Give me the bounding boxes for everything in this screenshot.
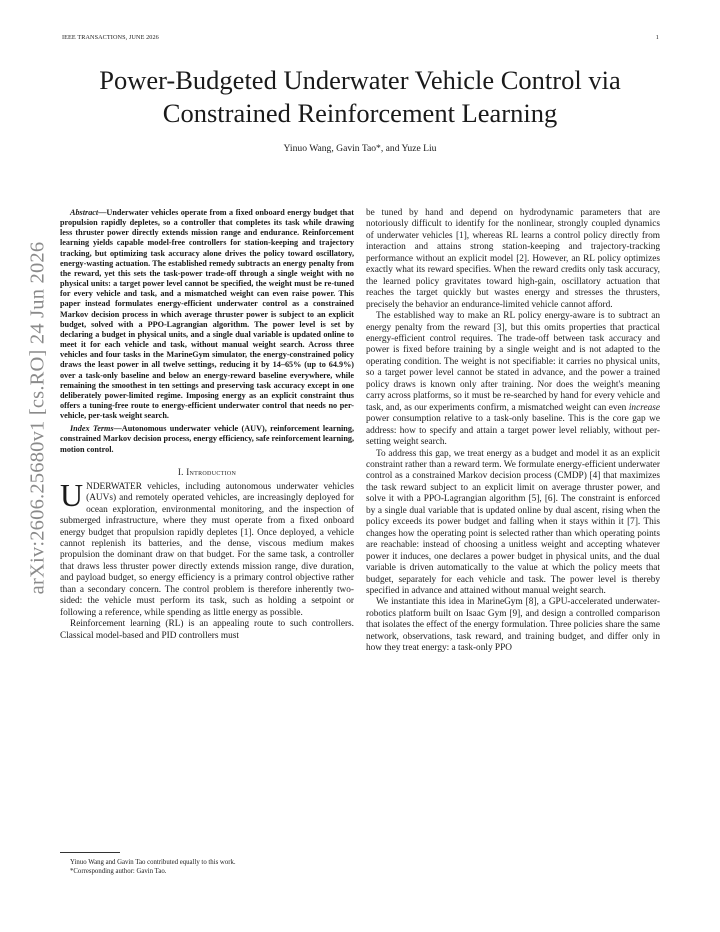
index-terms-label: Index Terms	[70, 424, 114, 434]
p3-emphasis: increase	[628, 402, 660, 413]
abstract-text: —Underwater vehicles operate from a fixed onboard energy budget that propulsion rapidly depletes, so a controller that completes its task while drawing less thruster power directly extends mission range and endurance. Reinforcement learning yields capable model-free controllers for station-keeping and trajectory tracking, but optimizing task accuracy alone drives the policy toward oscillatory, energy-wasting actuation. The established remedy subtracts an energy penalty from the reward, yet this sets the task-power trade-off through a single weight with no physical units: a target power level cannot be specified, the weight must be re-tuned for every vehicle and task, and a mismatched weight can even raise power. This paper instead formulates energy-efficient underwater control as a constrained Markov decision process in which average thruster power is subject to an explicit budget, solved with a PPO-Lagrangian algorithm. The power level is set by declaring a budget in physical units, and a single dual variable is updated online to meet it for each vehicle and task, without manual weight search. Across three vehicles and four tasks in the MarineGym simulator, the energy-constrained policy draws the least power in all twelve settings, reducing it by 14–65% (up to 64.9%) over a task-only baseline and below an energy-reward baseline everywhere, while remaining the smoothest in ten settings and preserving task accuracy except in one deliberately power-limited regime. Imposing energy as an explicit constraint thus offers a tuning-free route to energy-efficient underwater control that needs no per-vehicle, per-task weight search.	[60, 208, 354, 421]
intro-paragraph-1-text: NDERWATER vehicles, including autonomous underwater vehicles (AUVs) and remotely operated vehicles, are increasingly deployed for ocean exploration, environmental monitoring, and the inspection of submerged infrastructure, where they must operate from a fixed onboard energy budget that propulsion rapidly depletes [1]. Once deployed, a vehicle cannot replenish its batteries, and the dense, viscous medium makes propulsion the dominant draw on that budget. For the same task, a controller that draws less thruster power directly extends mission range, dive duration, and payload budget, so energy efficiency is a primary control objective rather than a secondary concern. The control problem is therefore inherently two-sided: the vehicle must perform its task, such as holding a setpoint or following a reference, while spending as little energy as possible.	[60, 481, 354, 618]
intro-paragraph-2-cont: be tuned by hand and depend on hydrodynamic parameters that are notoriously difficult to identify for the nonlinear, strongly coupled dynamics of underwater vehicles [1], whereas RL learns a control policy directly from interaction and attains strong station-keeping and trajectory-tracking performance without an explicit model [2]. However, an RL policy optimizes exactly what its reward specifies. When the reward credits only task accuracy, the learned policy gravitates toward high-gain, oscillatory actuation that reaches the target quickly but wastes energy and stresses the thrusters, precisely the behavior an endurance-limited vehicle cannot afford.	[366, 208, 660, 310]
footnotes	[60, 858, 354, 876]
paper-title	[60, 64, 660, 130]
p3-text-a: The established way to make an RL policy energy-aware is to subtract an energy penalty from the reward [3], but this omits properties that practical energy-efficient control requires. The trade-off between task accuracy and power is fixed before training by a single weight and is not adapted to the operating condition. The weight is not specifiable: it carries no physical units, so a target power level cannot be stated in advance, and the power a trained policy draws is known only after training. Nor does the weight's meaning carry across platforms, so it must be re-searched by hand for every vehicle and task, and, as our experiments confirm, a mismatched weight can even	[366, 311, 660, 413]
footnote-corresponding-author: *Corresponding author: Gavin Tao.	[70, 868, 167, 875]
intro-paragraph-1	[60, 476, 354, 619]
right-column	[366, 208, 660, 655]
section-heading-introduction: I. Introduction	[177, 466, 237, 477]
author-list: Yinuo Wang, Gavin Tao*, and Yuze Liu	[283, 143, 437, 154]
title-line-2: Constrained Reinforcement Learning	[162, 98, 558, 128]
drop-cap: U	[60, 476, 84, 513]
intro-paragraph-2-start: Reinforcement learning (RL) is an appealing route to such controllers. Classical model-based and PID controllers must	[60, 619, 354, 641]
index-terms	[60, 424, 354, 454]
running-header: IEEE TRANSACTIONS, JUNE 2026	[62, 34, 159, 41]
left-column	[60, 208, 354, 642]
footnote-rule	[60, 852, 120, 853]
abstract-label: Abstract	[70, 208, 99, 217]
page-number: 1	[655, 34, 659, 41]
p3-text-b: power consumption relative to a task-only baseline. This is the core gap we address: how to specify and attain a target power level reliably, without per-setting weight search.	[366, 414, 660, 448]
title-line-1: Power-Budgeted Underwater Vehicle Control via	[99, 65, 621, 95]
intro-paragraph-4: To address this gap, we treat energy as a budget and model it as an explicit constraint rather than a reward term. We formulate energy-efficient underwater control as a constrained Markov decision process (CMDP) [4] that maximizes the task reward subject to an explicit limit on average thruster power, and solve it with a PPO-Lagrangian algorithm [5], [6]. The constraint is enforced by a single dual variable that is updated online by dual ascent, rising when the policy exceeds its power budget and falling when it stays within it [7]. This changes how the operating point is selected rather than which operating points are reachable: instead of choosing a unitless weight and accepting whatever power it induces, one declares a power budget in physical units, and the dual variable is driven automatically to the value at which the policy meets that budget, separately for each vehicle and task. The power level is thereby specified in advance and attained without manual weight search.	[366, 448, 660, 596]
arxiv-stamp: arXiv:2606.25680v1 [cs.RO] 24 Jun 2026	[26, 241, 49, 595]
abstract	[60, 208, 354, 421]
intro-paragraph-3	[366, 311, 660, 448]
index-terms-text: —Autonomous underwater vehicle (AUV), reinforcement learning, constrained Markov decision process, energy efficiency, safe reinforcement learning, motion control.	[60, 424, 355, 454]
intro-paragraph-5: We instantiate this idea in MarineGym [8], a GPU-accelerated underwater-robotics platform built on Isaac Gym [9], and design a controlled comparison that isolates the effect of the energy formulation. Three policies share the same network, observations, task reward, and training budget, and differ only in how they treat energy: a task-only PPO	[366, 597, 660, 654]
footnote-equal-contribution: Yinuo Wang and Gavin Tao contributed equally to this work.	[70, 859, 236, 866]
